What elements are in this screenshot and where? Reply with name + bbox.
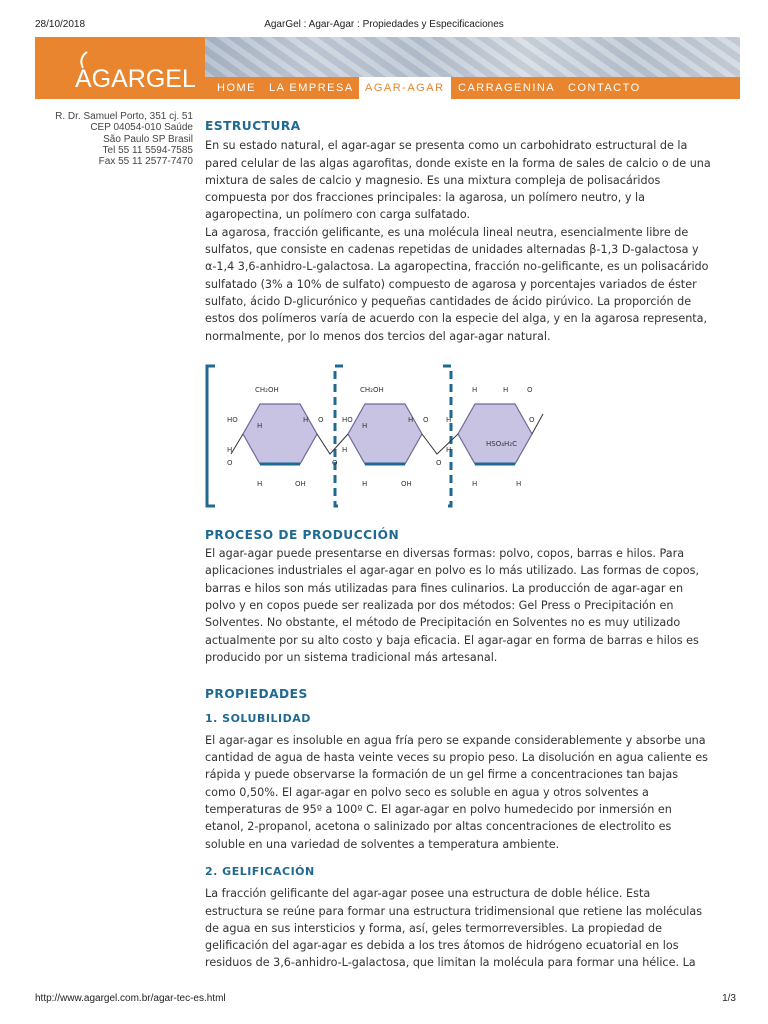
address-cep: CEP 04054-010 Saúde: [90, 122, 193, 134]
print-page-number: 1/3: [722, 993, 736, 1004]
address-block: [35, 111, 193, 167]
label-o-1: O: [227, 459, 233, 467]
label-ho-2: HO: [342, 416, 353, 424]
print-header: [0, 0, 768, 36]
terminal-bond: [231, 434, 243, 454]
address-street: R. Dr. Samuel Porto, 351 cj. 51: [55, 111, 193, 122]
bracket-middle-left: [335, 366, 343, 506]
gelificacion-paragraph: La fracción gelificante del agar-agar posee una estructura de doble hélice. Esta estructura se reúne para formar una estructura tridimensional que retiene las moléculas de agua en sus intersticios y forma, así, geles termorreversibles. La propiedad de gelificación del agar-agar es debida a los tres átomos de hidrógeno ecuatorial en los residuos de 3,6-anhidro-L-galactosa, que limitan la molécula para formar una hélice. La: [205, 887, 703, 970]
label-o-1b: O: [318, 416, 324, 424]
label-h-1d: H: [303, 416, 309, 424]
print-url: http://www.agargel.com.br/agar-tec-es.html: [35, 993, 226, 1004]
main-content: [205, 118, 711, 972]
bracket-middle-right: [443, 366, 451, 506]
label-h-3f: H: [516, 480, 522, 488]
ring-2: [348, 404, 422, 464]
label-h-3e: H: [472, 480, 478, 488]
label-o-2b: O: [423, 416, 429, 424]
label-o-3: O: [436, 459, 442, 467]
main-nav: [205, 77, 740, 99]
label-ch2oh-1: CH₂OH: [255, 386, 279, 394]
nav-la-empresa[interactable]: LA EMPRESA: [269, 82, 354, 94]
label-h-2c: H: [362, 480, 368, 488]
logo-text: AGARGEL: [75, 65, 196, 93]
label-o-3b: O: [529, 416, 535, 424]
nav-carragenina[interactable]: CARRAGENINA: [458, 82, 556, 94]
heading-propiedades: PROPIEDADES: [205, 687, 308, 702]
label-h-1b: H: [227, 446, 233, 454]
ring-3: [458, 404, 532, 464]
label-oh-2: OH: [401, 480, 412, 488]
label-h-3d: H: [446, 446, 452, 454]
nav-agar-agar[interactable]: AGAR-AGAR: [359, 77, 451, 99]
label-o-3a: O: [527, 386, 533, 394]
address-fax: Fax 55 11 2577-7470: [98, 156, 193, 168]
proceso-paragraph: El agar-agar puede presentarse en diversas formas: polvo, copos, barras e hilos. Para aplicaciones industriales el agar-agar en polvo es lo más utilizado. Las formas de copos, barras e hilos son más utilizadas para fines culinarios. La producción de agar-agar en polvo y en copos puede ser realizada por dos métodos: Gel Press o Precipitación en Solventes. No obstante, el método de Precipitación en Solventes no es muy utilizado actualmente por su alto costo y baja eficacia. El agar-agar en forma de barras e hilos es producido por un sistema tradicional más artesanal.: [205, 547, 700, 664]
heading-gelificacion: 2. GELIFICACIÓN: [205, 864, 315, 878]
label-ch2oh-2: CH₂OH: [360, 386, 384, 394]
bracket-left: [207, 366, 215, 506]
label-ho-1: HO: [227, 416, 238, 424]
nav-contacto[interactable]: CONTACTO: [568, 82, 641, 94]
address-city: São Paulo SP Brasil: [103, 133, 193, 145]
print-date: 28/10/2018: [35, 19, 86, 30]
logo[interactable]: [35, 37, 205, 99]
banner-photo: [205, 37, 740, 77]
label-h-3a: H: [472, 386, 478, 394]
label-h-2d: H: [408, 416, 414, 424]
label-oh-1: OH: [295, 480, 306, 488]
estructura-paragraph-1: En su estado natural, el agar-agar se presenta como un carbohidrato estructural de la pared celular de las algas agarofitas, donde existe en la forma de sales de calcio o de una mixtura de sales de calcio y magnesio. Es una mixtura compleja de polisacáridos compuesta por dos fracciones principales: la agarosa, un polímero neutro, y la agaropectina, un polímero con carga sulfatado.: [205, 139, 711, 222]
address-tel: Tel 55 11 5594-7585: [102, 144, 193, 156]
label-o-2: O: [332, 459, 338, 467]
label-h-3b: H: [503, 386, 509, 394]
heading-proceso: PROCESO DE PRODUCCIÓN: [205, 527, 400, 542]
print-title: AgarGel : Agar-Agar : Propiedades y Especificaciones: [264, 19, 504, 30]
glycosidic-bond-2: [422, 434, 458, 454]
label-h-3c: H: [446, 416, 452, 424]
label-h-1c: H: [257, 480, 263, 488]
label-h-1a: H: [257, 422, 263, 430]
label-hso4: HSO₄H₂C: [486, 440, 517, 448]
solubilidad-paragraph: El agar-agar es insoluble en agua fría pero se expande considerablemente y absorbe una cantidad de agua de hasta veinte veces su propio peso. La disolución en agua caliente es rápida y puede observarse la formación de un gel firme a concentraciones tan bajas como 0,50%. El agar-agar en polvo seco es soluble en agua y otros solventes a temperaturas de 95º a 100º C. El agar-agar en polvo humedecido por inmersión en etanol, 2-propanol, acetona o salinizado por altas concentraciones de electrolito es soluble en una variedad de solventes a temperatura ambiente.: [205, 733, 708, 851]
label-h-2a: H: [362, 422, 368, 430]
agarose-structure-diagram: [205, 362, 555, 512]
site-banner: [35, 37, 740, 99]
label-h-2b: H: [342, 446, 348, 454]
estructura-paragraph-2: La agarosa, fracción gelificante, es una molécula lineal neutra, esencialmente libre de sulfatos, que consiste en cadenas repetidas de unidades alternadas β-1,3 D-galactosa y α-1,4 3,6-anhidro-L-galactosa. La agaropectina, fracción no-gelificante, es un polisacárido sulfatado (3% a 10% de sulfato) compuesto de agarosa y porcentajes variados de éster sulfato, ácido D-glicurónico y pequeñas cantidades de ácido pirúvico. La proporción de estos dos polímeros varía de acuerdo con la especie del alga, y en la agarosa representa, normalmente, por lo menos dos tercios del agar-agar natural.: [205, 225, 709, 343]
ring-1: [243, 404, 317, 464]
heading-solubilidad: 1. SOLUBILIDAD: [205, 711, 311, 725]
heading-estructura: ESTRUCTURA: [205, 119, 301, 133]
nav-home[interactable]: HOME: [217, 82, 256, 94]
